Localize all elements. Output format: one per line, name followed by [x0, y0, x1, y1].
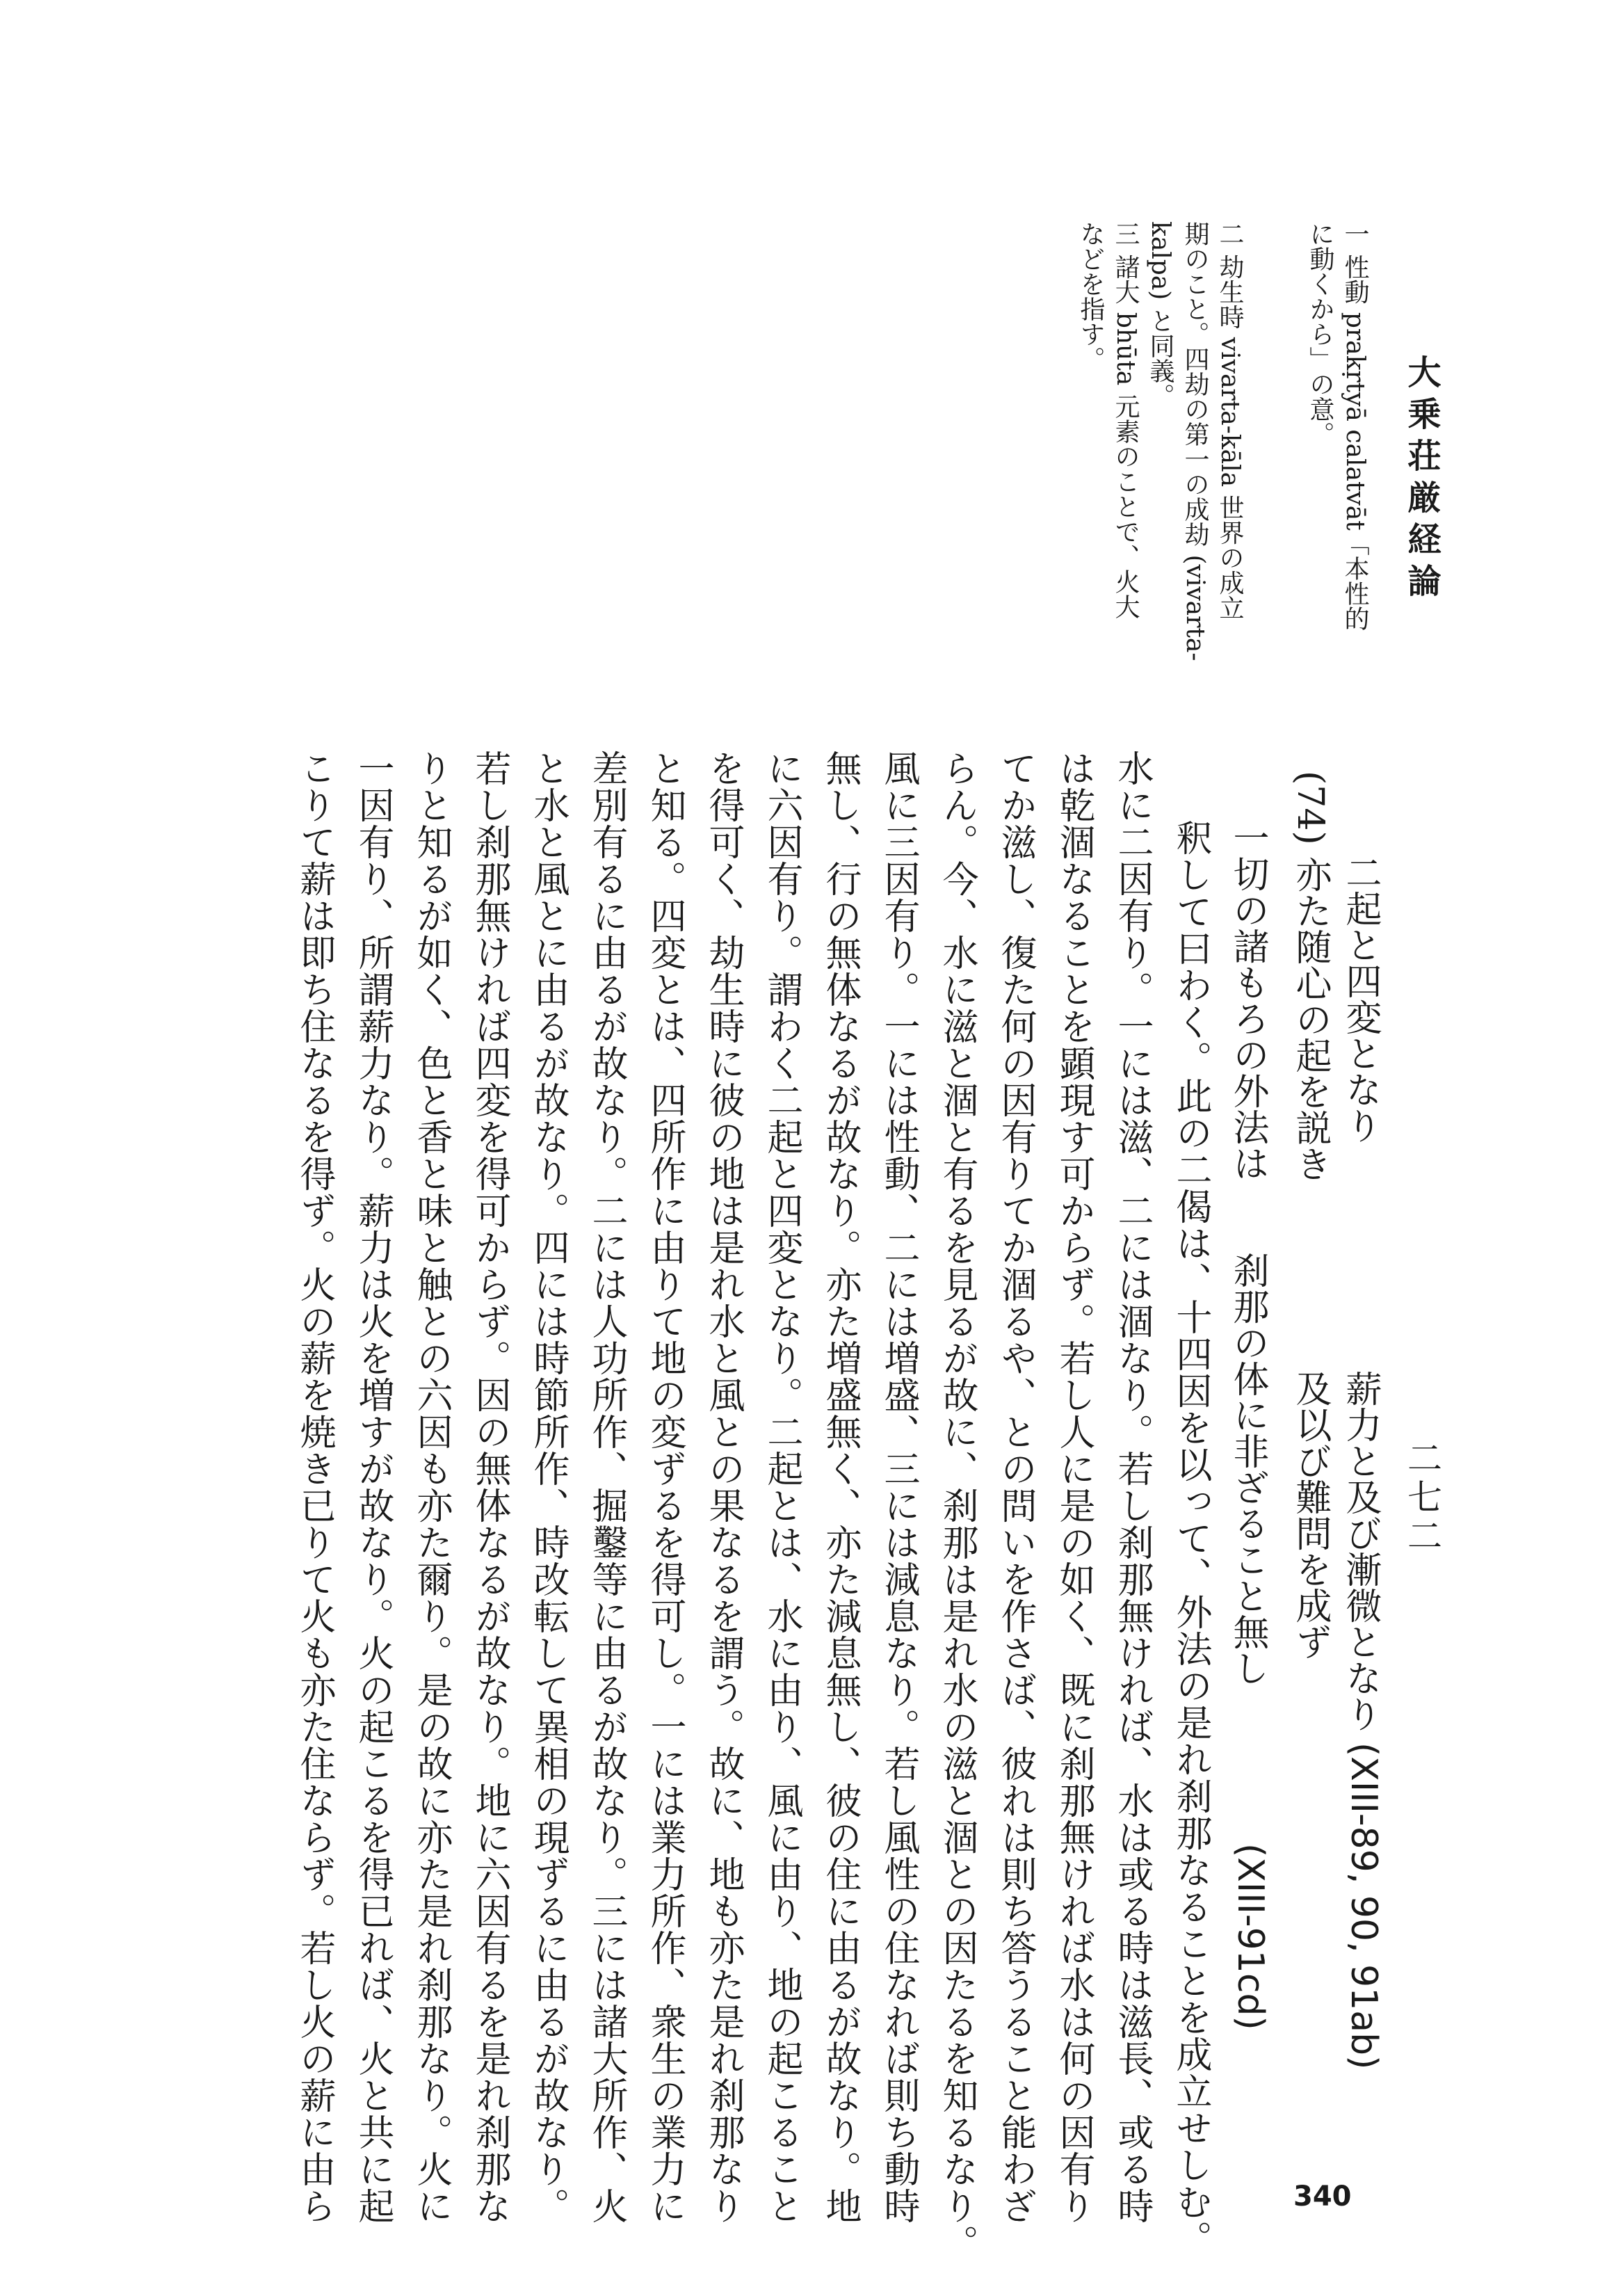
footnote-line: 一 性動 prakṛtyā calatvāt「本性的: [1341, 221, 1369, 631]
body-column: 風に三因有り。一には性動、二には増盛、三には減息なり。若し風性の住なれば則ち動時: [878, 750, 919, 2224]
body-column: 差別有るに由るが故なり。二には人功所作、掘鑿等に由るが故なり。三には諸大所作、火: [586, 750, 627, 2224]
body-column: 若し刹那無ければ四変を得可からず。因の無体なるが故なり。地に六因有るを是れ刹那な: [469, 750, 510, 2224]
body-column: に六因有り。謂わく二起と四変となり。二起とは、水に由り、風に由り、地の起こること: [761, 750, 802, 2224]
verse-reference: (XIII-89, 90, 91ab): [1343, 1742, 1384, 2070]
body-column: りと知るが如く、色と香と味と触との六因も亦た爾り。是の故に亦た是れ刹那なり。火に: [410, 750, 452, 2224]
body-column: てか滋し、復た何の因有りてか涸るや、との問いを作さば、彼れは則ち答うること能わざ: [994, 750, 1036, 2224]
body-column: を得可く、劫生時に彼の地は是れ水と風との果なるを謂う。故に、地も亦た是れ刹那なり: [702, 750, 744, 2224]
body-column: 釈して曰わく。此の二偈は、十四因を以って、外法の是れ刹那なることを成立せしむ。: [1170, 819, 1211, 2257]
body-column: は乾涸なることを顕現す可からず。若し人に是の如く、既に刹那無ければ水は何の因有り: [1053, 750, 1095, 2224]
verse-line: 二起と四変となり: [1339, 854, 1381, 1143]
verse-line: 刹那の体に非ざること無し: [1227, 1252, 1268, 1686]
footnote-line: 三 諸大 bhūta 元素のことで、火大: [1111, 221, 1140, 619]
page-number: 340: [1293, 2181, 1352, 2213]
footnote-line: 期のこと。四劫の第一の成劫 (vivarta-: [1181, 221, 1209, 661]
verse-line: (74) 亦た随心の起を説き: [1289, 771, 1331, 1182]
running-title: 大乗荘厳経論: [1402, 355, 1441, 605]
page-number-kanji: 二七二: [1402, 1440, 1442, 1557]
footnote-line: 二 劫生時 vivarta-kāla 世界の成立: [1216, 221, 1244, 620]
body-column: 水に二因有り。一には滋、二には涸なり。若し刹那無ければ、水は或る時は滋長、或る時: [1111, 750, 1153, 2224]
footnote-line: kalpa) と同義。: [1146, 221, 1174, 408]
verse-reference: (XIII-91cd): [1229, 1843, 1271, 2030]
verse-line: 薪力と及び漸微となり: [1339, 1370, 1381, 1732]
body-column: らん。今、水に滋と涸と有るを見るが故に、刹那は是れ水の滋と涸との因たるを知るなり。: [936, 750, 978, 2261]
body-column: と水と風とに由るが故なり。四には時節所作、時改転して異相の現ずるに由るが故なり。: [527, 750, 569, 2224]
body-column: 無し、行の無体なるが故なり。亦た増盛無く、亦た減息無し、彼の住に由るが故なり。地: [819, 750, 861, 2224]
verse-line: 一切の諸もろの外法は: [1227, 819, 1268, 1181]
body-column: と知る。四変とは、四所作に由りて地の変ずるを得可し。一には業力所作、衆生の業力に: [644, 750, 686, 2224]
body-column: 一因有り、所謂薪力なり。薪力は火を増すが故なり。火の起こるを得已れば、火と共に起: [352, 750, 394, 2224]
verse-line: 及以び難問を成ず: [1289, 1370, 1331, 1660]
footnote-line: に動くから」の意。: [1306, 221, 1334, 447]
footnote-line: などを指す。: [1076, 221, 1105, 371]
body-column: こりて薪は即ち住なるを得ず。火の薪を焼き已りて火も亦た住ならず。若し火の薪に由ら: [293, 750, 335, 2224]
footnotes: [821, 221, 1398, 792]
